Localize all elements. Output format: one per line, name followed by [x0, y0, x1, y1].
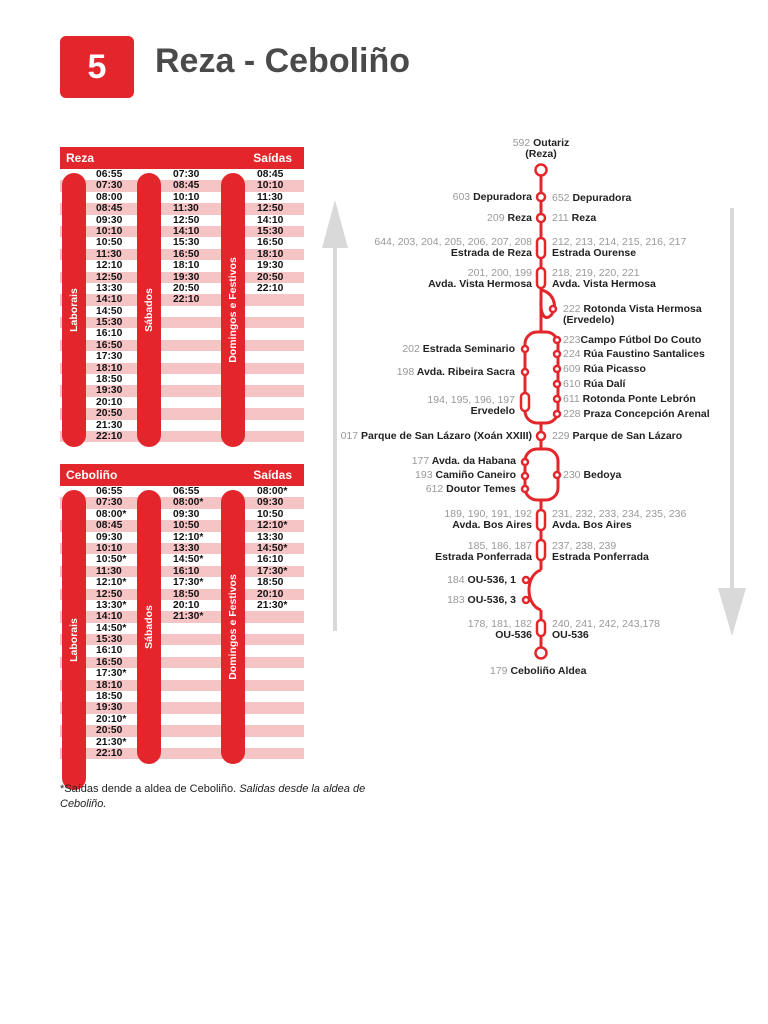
departure-time: 14:10 [257, 214, 284, 226]
departure-time: 11:30 [173, 203, 199, 215]
departure-time: 17:30 [96, 351, 123, 363]
departure-time: 11:30 [96, 248, 122, 260]
departure-time: 08:00* [173, 497, 204, 509]
stop-estrada-ourense: 212, 213, 214, 215, 216, 217 Estrada Ourense [552, 236, 687, 259]
departure-time: 12:50 [96, 271, 123, 283]
departure-time: 20:10 [96, 396, 123, 408]
departure-time: 17:30* [173, 577, 204, 589]
departure-time: 18:50 [257, 577, 284, 589]
stop-rotonda-vista-hermosa: 222 Rotonda Vista Hermosa (Ervedelo) [563, 303, 702, 326]
departure-time: 13:30* [96, 599, 127, 611]
departure-time: 11:30 [96, 565, 122, 577]
departure-time: 14:10 [96, 611, 123, 623]
departure-time: 08:45 [96, 520, 123, 532]
departure-time: 13:30 [257, 531, 284, 543]
stop-bos-aires-right: 231, 232, 233, 234, 235, 236 Avda. Bos Aires [552, 508, 687, 531]
departure-time: 18:50 [96, 691, 123, 703]
stop-depuradora-right: 652 Depuradora [552, 192, 632, 204]
stop-ponte-lebron: 611 Rotonda Ponte Lebrón [563, 393, 696, 405]
departure-time: 19:30 [96, 385, 123, 397]
departure-time: 12:50 [173, 214, 200, 226]
stop-avda-habana: 177 Avda. da Habana [411, 455, 516, 467]
departure-time: 08:00* [96, 508, 127, 520]
route-number: 5 [87, 47, 107, 86]
departure-time: 08:45 [257, 169, 284, 180]
departure-time: 07:30 [173, 169, 200, 180]
departure-time: 18:50 [173, 588, 200, 600]
departure-time: 20:50 [96, 725, 123, 737]
stop-ou536-1: 184 OU-536, 1 [447, 574, 516, 586]
departure-time: 16:10 [96, 645, 123, 657]
stop-san-lazaro-right: 229 Parque de San Lázaro [552, 430, 683, 442]
footnote-text-italic: Salidas desde la aldea de Ceboliño. [60, 783, 366, 810]
departure-time: 21:30* [257, 599, 288, 611]
departure-time: 18:10 [257, 248, 284, 260]
departure-time: 15:30 [96, 634, 123, 646]
departure-time: 09:30 [257, 497, 284, 509]
departure-time: 16:10 [257, 554, 284, 566]
departure-time: 22:10 [96, 430, 123, 442]
departure-time: 15:30 [96, 317, 123, 329]
departure-time: 10:10 [96, 542, 123, 554]
departure-time: 20:50 [173, 282, 200, 294]
departure-time: 16:10 [96, 328, 123, 340]
stop-ou536-right: 240, 241, 242, 243,178 OU-536 [552, 618, 661, 641]
departure-time: 17:30* [257, 565, 288, 577]
departure-time: 19:30 [173, 271, 200, 283]
stop-vista-hermosa-right: 218, 219, 220, 221 Avda. Vista Hermosa [552, 267, 656, 290]
departure-time: 06:55 [96, 486, 123, 497]
stop-estrada-seminario: 202 Estrada Seminario [402, 343, 515, 355]
departure-time: 21:30 [96, 419, 123, 431]
departure-time: 06:55 [173, 486, 200, 497]
stop-bos-aires-left: 189, 190, 191, 192 Avda. Bos Aires [444, 508, 532, 531]
departure-time: 21:30* [173, 611, 204, 623]
departure-time: 15:30 [173, 237, 200, 249]
timetable-origin: Ceboliño [66, 468, 118, 482]
departure-time: 14:50* [257, 542, 288, 554]
departure-time: 22:10 [173, 294, 200, 306]
departure-time: 10:50 [173, 520, 200, 532]
departure-time: 12:50 [96, 588, 123, 600]
departure-time: 16:50 [96, 339, 123, 351]
departure-time: 10:50 [96, 237, 123, 249]
departure-time: 20:10 [173, 599, 200, 611]
departure-time: 12:10 [96, 260, 123, 272]
departure-time: 06:55 [96, 169, 123, 180]
departure-time: 10:50 [257, 508, 284, 520]
stop-ou536-3: 183 OU-536, 3 [447, 594, 516, 606]
stop-reza-right: 211 Reza [552, 212, 597, 224]
stop-ponferrada-left: 185, 186, 187 Estrada Ponferrada [435, 540, 532, 563]
departure-time: 09:30 [173, 508, 200, 520]
stop-san-lazaro-left: 017 Parque de San Lázaro (Xoán XXIII) [340, 430, 532, 442]
stop-rua-picasso: 609 Rúa Picasso [563, 363, 646, 375]
stop-cebolino-aldea: 179 Ceboliño Aldea [490, 665, 587, 677]
departure-time: 20:10 [257, 588, 284, 600]
departure-time: 12:10* [257, 520, 288, 532]
departure-time: 12:50 [257, 203, 284, 215]
departure-time: 10:10 [173, 191, 200, 203]
departure-time: 16:50 [96, 656, 123, 668]
stop-ervedelo: 194, 195, 196, 197 Ervedelo [427, 394, 515, 417]
departure-time: 16:10 [173, 565, 200, 577]
departure-time: 14:50* [173, 554, 204, 566]
departure-time: 22:10 [257, 282, 284, 294]
departure-time: 18:10 [96, 679, 123, 691]
departure-time: 10:10 [96, 225, 123, 237]
departure-time: 22:10 [96, 747, 123, 759]
departure-time: 21:30* [96, 736, 127, 748]
timetable-origin: Reza [66, 151, 95, 165]
departure-time: 15:30 [257, 225, 284, 237]
stop-ribeira-sacra: 198 Avda. Ribeira Sacra [396, 366, 515, 378]
departure-time: 11:30 [257, 191, 283, 203]
timetable-departures-label: Saídas [253, 468, 292, 482]
stop-campo-futbol: 223Campo Fútbol Do Couto [563, 334, 702, 346]
departure-time: 10:10 [257, 180, 284, 192]
departure-time: 14:10 [96, 294, 123, 306]
departure-time: 08:45 [96, 203, 123, 215]
departure-time: 19:30 [257, 260, 284, 272]
timetable-departures-label: Saídas [253, 151, 292, 165]
departure-time: 20:50 [257, 271, 284, 283]
departure-time: 08:00 [96, 191, 123, 203]
departure-time: 18:10 [173, 260, 200, 272]
footnote-text: *Saídas dende a aldea de Ceboliño. [60, 783, 237, 795]
departure-time: 19:30 [96, 702, 123, 714]
stop-faustino-santalices: 224 Rúa Faustino Santalices [563, 348, 705, 360]
saturdays-label: Sábados [143, 605, 156, 649]
departure-time: 12:10* [173, 531, 204, 543]
stop-camino-caneiro: 193 Camiño Caneiro [415, 469, 516, 481]
sundays-label: Domingos e Festivos [227, 257, 240, 363]
stop-estrada-reza: 644, 203, 204, 205, 206, 207, 208 Estrada de Reza [374, 236, 532, 259]
departure-time: 08:00* [257, 486, 288, 497]
departure-time: 14:50* [96, 622, 127, 634]
departure-time: 18:50 [96, 374, 123, 386]
departure-time: 07:30 [96, 180, 123, 192]
departure-time: 16:50 [257, 237, 284, 249]
saturdays-label: Sábados [143, 288, 156, 332]
stop-outariz: 592 Outariz (Reza) [512, 137, 570, 160]
departure-time: 12:10* [96, 577, 127, 589]
departure-time: 09:30 [96, 214, 123, 226]
sundays-label: Domingos e Festivos [227, 574, 240, 680]
stop-doutor-temes: 612 Doutor Temes [425, 483, 516, 495]
departure-time: 09:30 [96, 531, 123, 543]
departure-time: 18:10 [96, 362, 123, 374]
stop-ponferrada-right: 237, 238, 239 Estrada Ponferrada [552, 540, 649, 563]
departure-time: 13:30 [173, 542, 200, 554]
departure-time: 20:50 [96, 408, 123, 420]
stop-praza-concepcion: 228 Praza Concepción Arenal [563, 408, 710, 420]
weekdays-label: Laborais [68, 288, 81, 332]
departure-time: 08:45 [173, 180, 200, 192]
departure-time: 07:30 [96, 497, 123, 509]
stop-reza-left: 209 Reza [487, 212, 532, 224]
weekdays-label: Laborais [68, 618, 81, 662]
route-title: Reza - Ceboliño [155, 42, 411, 80]
departure-time: 10:50* [96, 554, 127, 566]
departure-time: 14:50 [96, 305, 123, 317]
stop-depuradora-left: 603 Depuradora [452, 191, 532, 203]
stop-rua-dali: 610 Rúa Dalí [563, 378, 626, 390]
stop-bedoya: 230 Bedoya [563, 469, 622, 481]
departure-time: 20:10* [96, 713, 127, 725]
stop-vista-hermosa-left: 201, 200, 199 Avda. Vista Hermosa [428, 267, 532, 290]
stop-ou536-left: 178, 181, 182 OU-536 [467, 618, 532, 641]
departure-time: 16:50 [173, 248, 200, 260]
departure-time: 13:30 [96, 282, 123, 294]
departure-time: 17:30* [96, 668, 127, 680]
departure-time: 14:10 [173, 225, 200, 237]
